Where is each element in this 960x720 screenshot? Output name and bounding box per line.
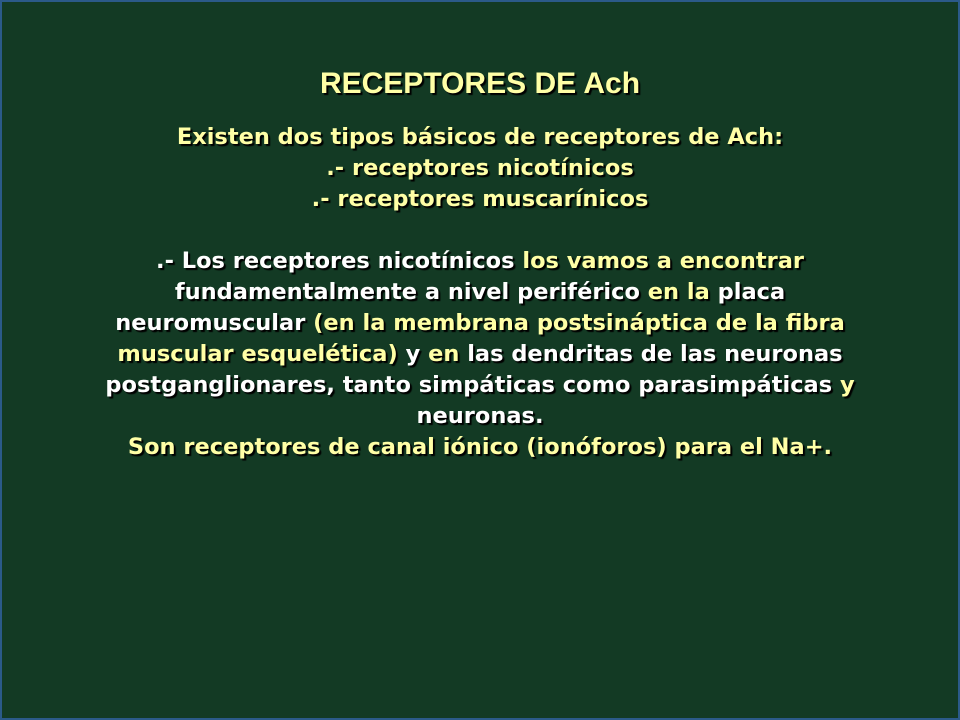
text-run: fundamentalmente a nivel periférico <box>174 279 640 305</box>
text-run: neuronas. <box>416 403 544 429</box>
text-run: y <box>405 341 421 367</box>
intro-line: Existen dos tipos básicos de receptores de Ach: <box>176 124 784 150</box>
ion-channel-paragraph: Son receptores de canal iónico (ionóforos) para el Na+. <box>127 434 833 460</box>
text-run: las dendritas de las neuronas postganglionares, tanto simpáticas como parasimpáticas <box>105 341 843 398</box>
text-run: en <box>420 341 468 367</box>
intro-block <box>100 122 860 215</box>
spacer <box>100 215 860 246</box>
text-run: .- Los receptores nicotínicos <box>156 248 515 274</box>
details-block <box>100 246 860 463</box>
slide-content <box>2 62 958 463</box>
text-run: placa neuromuscular <box>115 279 786 336</box>
slide-body <box>100 122 860 463</box>
text-run: en la <box>639 279 718 305</box>
text-run: (en la membrana postsináptica de la fibra muscular esquelética) <box>117 310 845 367</box>
slide-title: RECEPTORES DE Ach <box>319 67 641 100</box>
text-run: y <box>832 372 855 398</box>
intro-list-item-nicotinic: .- receptores nicotínicos <box>326 155 634 181</box>
text-run: los vamos a encontrar <box>514 248 804 274</box>
intro-list-item-muscarinic: .- receptores muscarínicos <box>311 186 649 212</box>
nicotinic-paragraph <box>100 246 860 432</box>
